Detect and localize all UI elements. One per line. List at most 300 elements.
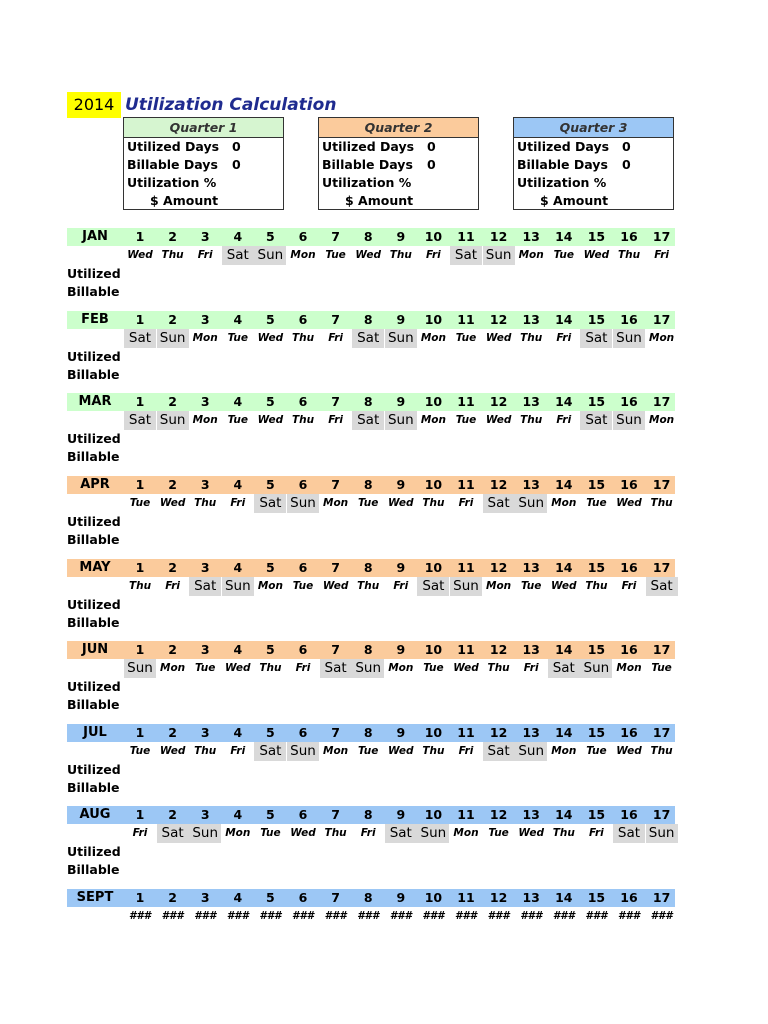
weekend-cell[interactable]: Sun xyxy=(385,411,417,430)
weekday-cell[interactable]: Fri xyxy=(295,662,311,674)
weekday-cell[interactable]: Tue xyxy=(586,745,607,757)
quarter-heading: Quarter 1 xyxy=(124,118,283,138)
weekday-cell[interactable]: Tue xyxy=(357,497,379,509)
day-number: 3 xyxy=(200,312,210,327)
month-name: APR xyxy=(80,477,110,492)
weekday-cell[interactable]: Thu xyxy=(161,249,184,261)
year-cell[interactable]: 2014 xyxy=(67,92,121,118)
weekday-cell[interactable]: Thu xyxy=(650,745,673,757)
weekday-cell[interactable]: Mon xyxy=(257,580,283,592)
weekday-cell[interactable]: Wed xyxy=(355,249,381,261)
day-number: 9 xyxy=(396,312,406,327)
day-number: 8 xyxy=(363,312,373,327)
day-number: 1 xyxy=(135,642,145,657)
day-number: 7 xyxy=(331,560,340,575)
month-header-bar xyxy=(67,724,675,742)
day-number: 14 xyxy=(555,642,573,657)
weekday-cell[interactable]: Wed xyxy=(583,249,610,261)
utilized-days-row xyxy=(124,138,283,156)
day-number: 9 xyxy=(396,477,406,492)
weekend-cell[interactable]: Sat xyxy=(385,824,417,843)
billable-row-label: Billable xyxy=(67,780,120,795)
weekday-cell[interactable]: Tue xyxy=(520,580,542,592)
month-block xyxy=(67,724,675,797)
month-name: FEB xyxy=(81,312,109,327)
day-number: 15 xyxy=(587,312,606,327)
day-number: 11 xyxy=(457,890,475,905)
day-number: 3 xyxy=(200,890,210,905)
day-number: 2 xyxy=(168,477,177,492)
weekday-cell[interactable]: Wed xyxy=(388,497,414,509)
day-number: 2 xyxy=(168,642,177,657)
weekday-cell[interactable]: Fri xyxy=(556,414,572,426)
day-number: 3 xyxy=(200,560,210,575)
weekday-cell[interactable]: Fri xyxy=(458,745,474,757)
weekday-cell[interactable]: Thu xyxy=(291,414,315,426)
weekday-cell[interactable]: Thu xyxy=(650,497,673,509)
weekday-cell[interactable]: Fri xyxy=(523,662,539,674)
day-number: 4 xyxy=(233,394,243,409)
weekday-cell[interactable]: Thu xyxy=(552,827,575,839)
weekday-cell[interactable]: Thu xyxy=(520,414,543,426)
weekday-cell[interactable]: Thu xyxy=(357,580,380,592)
billable-row-label: Billable xyxy=(67,532,120,547)
weekday-cell[interactable]: Thu xyxy=(617,249,641,261)
weekday-cell[interactable]: Wed xyxy=(159,497,186,509)
day-number: 15 xyxy=(587,229,606,244)
weekday-cell[interactable]: ### xyxy=(552,910,575,922)
weekday-cell[interactable]: Tue xyxy=(586,497,607,509)
day-number: 13 xyxy=(522,229,540,244)
weekday-cell[interactable]: ### xyxy=(618,910,640,922)
weekday-cell[interactable]: Thu xyxy=(194,497,217,509)
utilization-percent-label: Utilization % xyxy=(322,175,412,190)
month-header-bar xyxy=(67,393,675,411)
day-number: 13 xyxy=(522,477,540,492)
day-number: 11 xyxy=(457,807,475,822)
day-number: 11 xyxy=(457,560,475,575)
weekend-cell[interactable]: Sat xyxy=(189,577,221,596)
weekday-cell[interactable]: Thu xyxy=(194,745,217,757)
day-number: 5 xyxy=(266,394,275,409)
day-number: 1 xyxy=(135,312,145,327)
day-number: 5 xyxy=(266,477,275,492)
weekday-cell[interactable]: Thu xyxy=(585,580,608,592)
day-number: 12 xyxy=(489,229,508,244)
weekday-cell[interactable]: Mon xyxy=(192,414,218,426)
day-number: 12 xyxy=(489,725,508,740)
weekday-cell[interactable]: Tue xyxy=(227,414,248,426)
utilized-days-value[interactable]: 0 xyxy=(427,139,436,154)
day-number: 17 xyxy=(652,477,671,492)
weekend-cell[interactable]: Sat xyxy=(450,246,482,265)
day-number: 1 xyxy=(135,229,145,244)
weekday-cell[interactable]: Mon xyxy=(649,332,675,344)
weekday-row xyxy=(67,659,675,678)
weekday-row xyxy=(67,494,675,513)
utilized-days-label: Utilized Days xyxy=(127,139,220,154)
weekend-cell[interactable]: Sun xyxy=(157,329,189,348)
weekday-cell[interactable]: Wed xyxy=(290,827,316,839)
day-number: 11 xyxy=(457,229,475,244)
weekend-cell[interactable]: Sun xyxy=(580,659,612,678)
weekday-cell[interactable]: Fri xyxy=(165,580,180,592)
weekday-cell[interactable]: Thu xyxy=(487,662,510,674)
day-number: 6 xyxy=(298,890,308,905)
day-number: 9 xyxy=(396,394,406,409)
weekday-cell[interactable]: Mon xyxy=(160,662,186,674)
day-number: 16 xyxy=(620,725,638,740)
weekday-cell[interactable]: ### xyxy=(357,910,380,922)
day-number: 11 xyxy=(457,642,475,657)
weekday-cell[interactable]: Fri xyxy=(230,745,246,757)
weekday-cell[interactable]: Fri xyxy=(393,580,409,592)
month-block xyxy=(67,806,675,879)
weekday-cell[interactable]: Tue xyxy=(129,745,151,757)
day-number: 1 xyxy=(135,477,145,492)
day-number: 14 xyxy=(555,394,573,409)
day-number: 2 xyxy=(168,890,177,905)
day-number: 5 xyxy=(266,807,275,822)
day-number: 4 xyxy=(233,890,243,905)
weekend-cell[interactable]: Sun xyxy=(483,246,515,265)
day-number: 3 xyxy=(200,807,210,822)
billable-days-row xyxy=(124,156,283,174)
weekend-cell[interactable]: Sat xyxy=(320,659,352,678)
weekend-cell[interactable]: Sat xyxy=(646,577,678,596)
day-number: 9 xyxy=(396,229,406,244)
day-number: 14 xyxy=(555,229,573,244)
billable-days-label: Billable Days xyxy=(322,157,413,172)
weekday-cell[interactable]: Tue xyxy=(129,497,151,509)
weekday-cell[interactable]: Tue xyxy=(357,745,379,757)
weekday-cell[interactable]: ### xyxy=(487,910,510,922)
day-number: 6 xyxy=(298,394,308,409)
weekend-cell[interactable]: Sat xyxy=(352,329,384,348)
utilized-row-label: Utilized xyxy=(67,844,121,859)
weekday-cell[interactable]: Mon xyxy=(388,662,414,674)
weekend-cell[interactable]: Sat xyxy=(254,494,286,513)
weekday-cell[interactable]: Tue xyxy=(455,332,477,344)
weekday-cell[interactable]: Mon xyxy=(290,249,316,261)
weekday-cell[interactable]: Fri xyxy=(425,249,441,261)
weekday-cell[interactable]: Mon xyxy=(649,414,675,426)
weekday-cell[interactable]: Wed xyxy=(388,745,414,757)
weekend-cell[interactable]: Sun xyxy=(613,329,645,348)
weekday-cell[interactable]: Wed xyxy=(551,580,577,592)
weekday-cell[interactable]: Mon xyxy=(453,827,479,839)
weekday-cell[interactable]: ### xyxy=(226,910,249,922)
weekday-cell[interactable]: ### xyxy=(520,910,543,922)
weekend-cell[interactable]: Sat xyxy=(124,329,156,348)
day-number: 4 xyxy=(233,642,243,657)
day-number: 5 xyxy=(266,560,275,575)
day-number: 11 xyxy=(457,477,475,492)
day-number: 7 xyxy=(331,477,340,492)
weekday-cell[interactable]: Thu xyxy=(389,249,412,261)
day-number: 5 xyxy=(266,229,275,244)
day-number: 10 xyxy=(424,807,443,822)
weekend-cell[interactable]: Sun xyxy=(287,494,319,513)
month-block xyxy=(67,311,675,384)
day-number: 15 xyxy=(587,394,606,409)
weekday-cell[interactable]: Thu xyxy=(128,580,152,592)
day-number: 4 xyxy=(233,560,243,575)
weekend-cell[interactable]: Sun xyxy=(613,411,645,430)
weekday-cell[interactable]: ### xyxy=(585,910,608,922)
weekend-cell[interactable]: Sat xyxy=(254,742,286,761)
weekday-cell[interactable]: Mon xyxy=(323,497,349,509)
weekday-cell[interactable]: ### xyxy=(324,910,347,922)
day-number: 16 xyxy=(620,229,638,244)
weekday-cell[interactable]: Mon xyxy=(420,414,446,426)
billable-days-value[interactable]: 0 xyxy=(427,157,436,172)
day-number: 7 xyxy=(331,807,340,822)
weekday-cell[interactable]: Wed xyxy=(453,662,479,674)
weekday-cell[interactable]: Tue xyxy=(651,662,672,674)
day-number: 9 xyxy=(396,807,406,822)
day-number: 17 xyxy=(652,394,671,409)
weekday-cell[interactable]: Mon xyxy=(486,580,512,592)
weekday-cell[interactable]: Fri xyxy=(458,497,474,509)
weekend-cell[interactable]: Sun xyxy=(450,577,482,596)
weekday-cell[interactable]: Wed xyxy=(159,745,186,757)
day-number: 15 xyxy=(587,477,606,492)
weekday-cell[interactable]: Wed xyxy=(616,745,642,757)
weekday-cell[interactable]: Tue xyxy=(423,662,444,674)
weekend-cell[interactable]: Sat xyxy=(417,577,449,596)
billable-days-value[interactable]: 0 xyxy=(622,157,631,172)
weekday-cell[interactable]: Thu xyxy=(422,497,445,509)
weekday-cell[interactable]: ### xyxy=(292,910,314,922)
weekday-cell[interactable]: Fri xyxy=(654,249,669,261)
day-number: 17 xyxy=(652,807,671,822)
day-number: 11 xyxy=(457,725,475,740)
utilized-row-label: Utilized xyxy=(67,679,121,694)
weekday-cell[interactable]: Fri xyxy=(621,580,637,592)
day-number: 8 xyxy=(363,807,373,822)
weekday-cell[interactable]: Wed xyxy=(257,414,284,426)
utilization-percent-row xyxy=(319,174,478,192)
weekday-cell[interactable]: ### xyxy=(422,910,445,922)
weekend-cell[interactable]: Sun xyxy=(189,824,221,843)
weekday-cell[interactable]: Tue xyxy=(455,414,477,426)
day-number: 15 xyxy=(587,560,606,575)
weekday-cell[interactable]: Thu xyxy=(259,662,282,674)
billable-days-value[interactable]: 0 xyxy=(232,157,241,172)
weekend-cell[interactable]: Sun xyxy=(515,494,547,513)
weekday-cell[interactable]: Fri xyxy=(360,827,376,839)
weekday-cell[interactable]: Wed xyxy=(257,332,284,344)
weekday-cell[interactable]: Fri xyxy=(197,249,213,261)
weekday-cell[interactable]: Tue xyxy=(325,249,346,261)
weekend-cell[interactable]: Sun xyxy=(385,329,417,348)
month-block xyxy=(67,641,675,714)
weekday-cell[interactable]: Fri xyxy=(230,497,246,509)
weekday-cell[interactable]: Mon xyxy=(225,827,251,839)
day-number: 5 xyxy=(266,890,275,905)
utilized-days-value[interactable]: 0 xyxy=(622,139,631,154)
day-number: 5 xyxy=(266,642,275,657)
month-name: AUG xyxy=(79,807,111,822)
weekend-cell[interactable]: Sat xyxy=(613,824,645,843)
utilization-percent-row xyxy=(124,174,283,192)
weekday-cell[interactable]: Mon xyxy=(551,745,577,757)
billable-row-label: Billable xyxy=(67,367,120,382)
day-number: 13 xyxy=(522,642,540,657)
weekend-cell[interactable]: Sun xyxy=(287,742,319,761)
utilized-days-row xyxy=(514,138,673,156)
weekday-cell[interactable]: ### xyxy=(194,910,217,922)
utilization-percent-row xyxy=(514,174,673,192)
day-number: 1 xyxy=(135,394,145,409)
day-number: 10 xyxy=(424,560,443,575)
weekday-cell[interactable]: Fri xyxy=(328,414,343,426)
weekday-cell[interactable]: Fri xyxy=(588,827,604,839)
weekday-cell[interactable]: Wed xyxy=(485,414,512,426)
weekend-cell[interactable]: Sat xyxy=(222,246,254,265)
month-header-bar xyxy=(67,476,675,494)
utilized-days-row xyxy=(319,138,478,156)
weekday-cell[interactable]: Tue xyxy=(292,580,314,592)
weekday-cell[interactable]: ### xyxy=(259,910,282,922)
weekday-cell[interactable]: Tue xyxy=(553,249,574,261)
day-number: 13 xyxy=(522,560,540,575)
day-number: 8 xyxy=(363,394,373,409)
month-block xyxy=(67,559,675,632)
amount-label: $ Amount xyxy=(150,193,219,208)
page-title: Utilization Calculation xyxy=(125,95,337,115)
weekend-cell[interactable]: Sun xyxy=(157,411,189,430)
weekend-cell[interactable]: Sat xyxy=(124,411,156,430)
month-name: JUN xyxy=(81,642,109,657)
weekday-cell[interactable]: Wed xyxy=(485,332,512,344)
day-number: 13 xyxy=(522,312,540,327)
day-number: 3 xyxy=(200,477,210,492)
day-number: 11 xyxy=(457,312,475,327)
month-block xyxy=(67,889,675,926)
weekend-cell[interactable]: Sat xyxy=(483,494,515,513)
weekday-cell[interactable]: Thu xyxy=(422,745,445,757)
utilized-row-label: Utilized xyxy=(67,514,121,529)
weekend-cell[interactable]: Sun xyxy=(417,824,449,843)
day-number: 8 xyxy=(363,560,373,575)
utilized-row-label: Utilized xyxy=(67,349,121,364)
weekday-cell[interactable]: Mon xyxy=(518,249,544,261)
weekend-cell[interactable]: Sat xyxy=(548,659,580,678)
day-number: 1 xyxy=(135,725,145,740)
weekend-cell[interactable]: Sat xyxy=(580,329,612,348)
weekday-cell[interactable]: Wed xyxy=(225,662,251,674)
weekend-cell[interactable]: Sun xyxy=(222,577,254,596)
day-number: 6 xyxy=(298,725,308,740)
day-number: 17 xyxy=(652,312,671,327)
weekday-cell[interactable]: Tue xyxy=(488,827,509,839)
day-number: 4 xyxy=(233,725,243,740)
utilized-row-label: Utilized xyxy=(67,266,121,281)
quarter-heading: Quarter 2 xyxy=(319,118,478,138)
weekday-cell[interactable]: ### xyxy=(161,910,184,922)
weekday-cell[interactable]: Mon xyxy=(420,332,446,344)
month-name: JAN xyxy=(82,229,108,244)
weekend-cell[interactable]: Sat xyxy=(483,742,515,761)
billable-days-label: Billable Days xyxy=(517,157,608,172)
weekday-cell[interactable]: Thu xyxy=(324,827,347,839)
day-number: 2 xyxy=(168,807,177,822)
day-number: 7 xyxy=(331,725,340,740)
day-number: 8 xyxy=(363,725,373,740)
weekday-cell[interactable]: ### xyxy=(129,910,151,922)
day-number: 14 xyxy=(555,725,573,740)
weekday-cell[interactable]: Mon xyxy=(551,497,577,509)
weekday-cell[interactable]: Fri xyxy=(556,332,572,344)
day-number: 15 xyxy=(587,807,606,822)
weekend-cell[interactable]: Sun xyxy=(124,659,156,678)
weekday-cell[interactable]: Tue xyxy=(227,332,248,344)
weekend-cell[interactable]: Sat xyxy=(157,824,189,843)
weekend-cell[interactable]: Sun xyxy=(646,824,678,843)
weekday-cell[interactable]: Thu xyxy=(291,332,315,344)
day-number: 9 xyxy=(396,725,406,740)
weekday-cell[interactable]: Wed xyxy=(127,249,153,261)
weekend-cell[interactable]: Sat xyxy=(580,411,612,430)
weekend-cell[interactable]: Sat xyxy=(352,411,384,430)
weekday-cell[interactable]: Mon xyxy=(616,662,642,674)
day-number: 4 xyxy=(233,312,243,327)
weekday-cell[interactable]: Wed xyxy=(518,827,544,839)
day-number: 17 xyxy=(652,890,671,905)
quarter-summary-box xyxy=(513,117,674,210)
amount-label: $ Amount xyxy=(540,193,609,208)
weekday-cell[interactable]: Wed xyxy=(322,580,349,592)
day-number: 14 xyxy=(555,890,573,905)
day-number: 4 xyxy=(233,807,243,822)
billable-days-label: Billable Days xyxy=(127,157,218,172)
weekday-cell[interactable]: ### xyxy=(389,910,412,922)
weekday-cell[interactable]: ### xyxy=(455,910,477,922)
weekday-cell[interactable]: ### xyxy=(650,910,673,922)
billable-days-row xyxy=(319,156,478,174)
day-number: 10 xyxy=(424,477,443,492)
month-block xyxy=(67,393,675,466)
weekday-cell[interactable]: Tue xyxy=(194,662,216,674)
weekend-cell[interactable]: Sun xyxy=(254,246,286,265)
day-number: 2 xyxy=(168,725,177,740)
utilized-days-value[interactable]: 0 xyxy=(232,139,241,154)
day-number: 1 xyxy=(135,807,145,822)
day-number: 15 xyxy=(587,725,606,740)
day-number: 17 xyxy=(652,229,671,244)
weekday-cell[interactable]: Fri xyxy=(328,332,343,344)
day-number: 12 xyxy=(489,807,508,822)
month-name: SEPT xyxy=(76,890,114,905)
weekday-cell[interactable]: Mon xyxy=(192,332,218,344)
day-number: 6 xyxy=(298,642,308,657)
weekday-cell[interactable]: Wed xyxy=(616,497,642,509)
day-number: 2 xyxy=(168,394,177,409)
weekday-cell[interactable]: Thu xyxy=(520,332,543,344)
weekend-cell[interactable]: Sun xyxy=(352,659,384,678)
day-number: 12 xyxy=(489,642,508,657)
weekday-cell[interactable]: Mon xyxy=(323,745,349,757)
weekday-cell[interactable]: Tue xyxy=(260,827,281,839)
day-number: 10 xyxy=(424,890,443,905)
weekday-cell[interactable]: Fri xyxy=(132,827,148,839)
billable-row-label: Billable xyxy=(67,284,120,299)
weekend-cell[interactable]: Sun xyxy=(515,742,547,761)
day-number: 3 xyxy=(200,725,210,740)
billable-row-label: Billable xyxy=(67,862,120,877)
